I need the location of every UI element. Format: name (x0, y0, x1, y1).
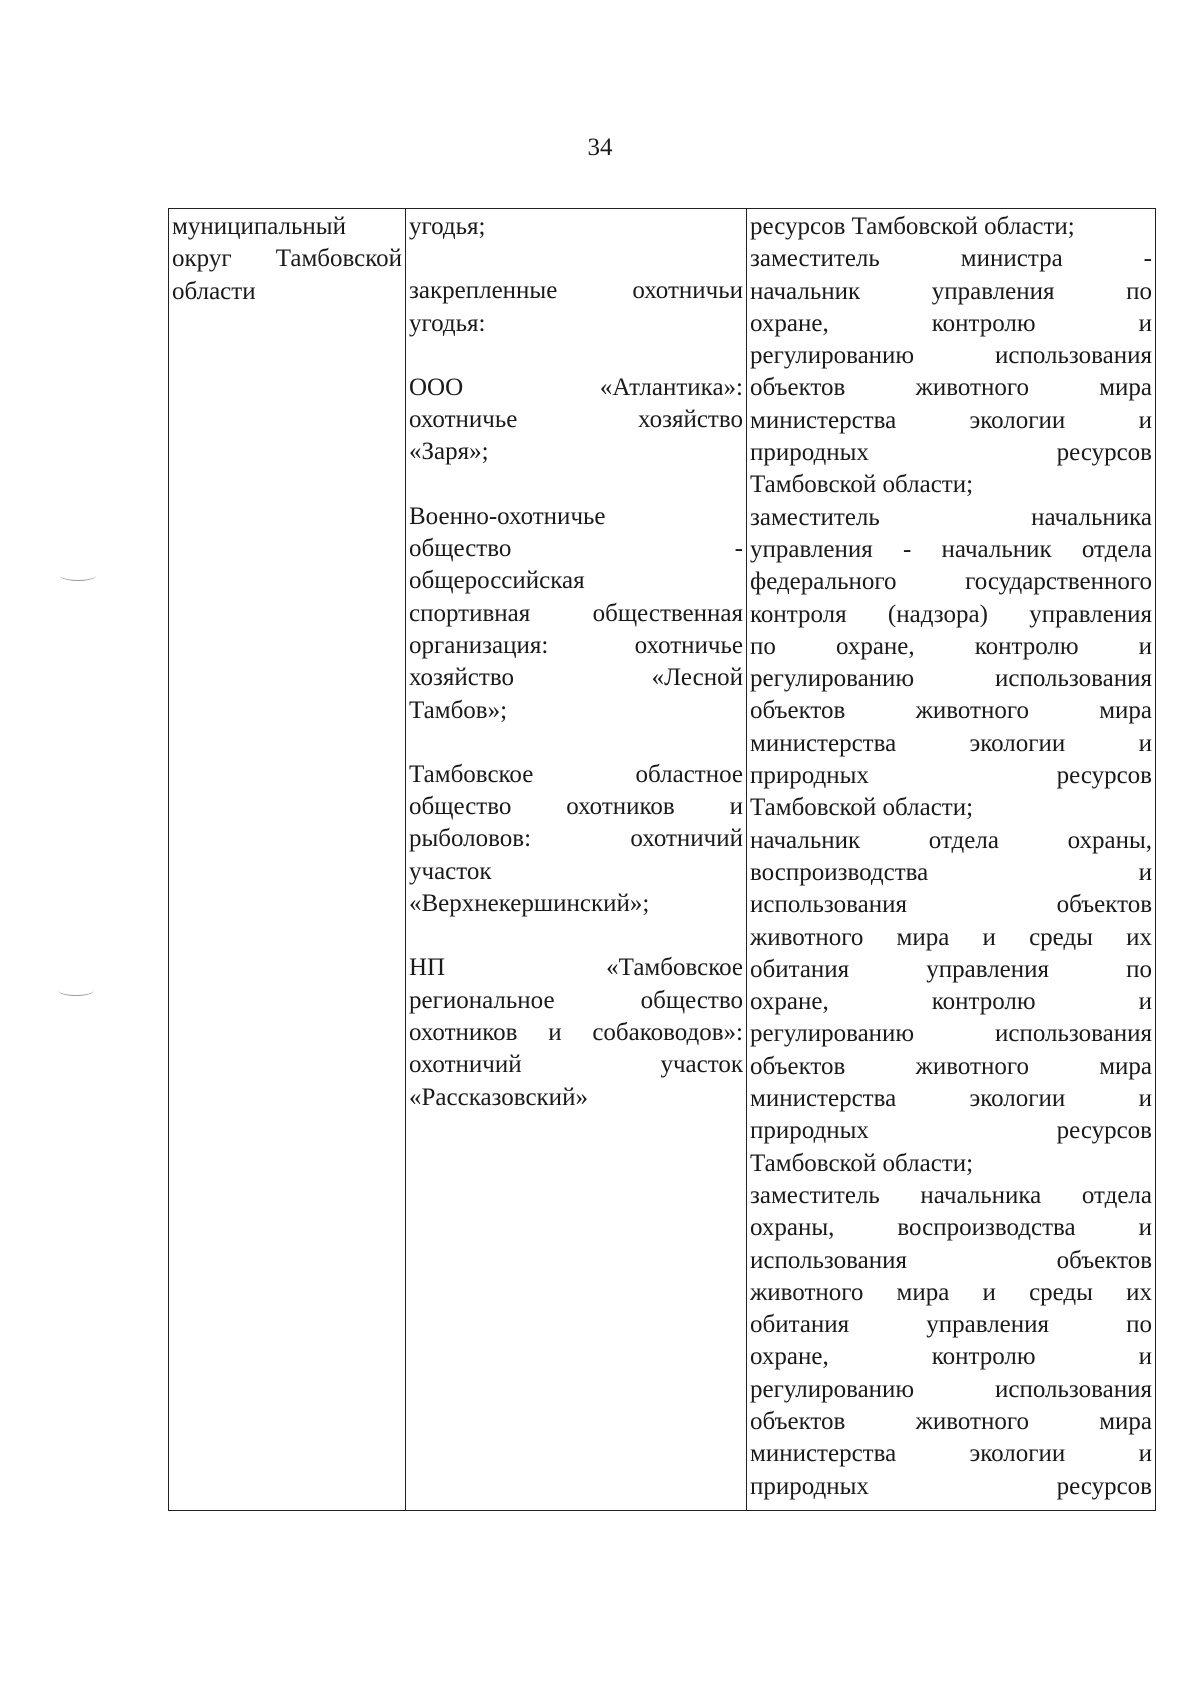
text-line: Тамбовской области; (750, 471, 974, 499)
text-line: использования объектов (750, 1246, 1152, 1274)
text-line: ресурсов Тамбовской области; (750, 213, 1075, 240)
text-line: объектов животного мира (750, 1052, 1152, 1080)
text-line: охране, контролю и (750, 1343, 1152, 1371)
text-line: управления - начальник отдела (750, 535, 1152, 563)
text-line: животного мира и среды их (750, 1278, 1152, 1306)
text-line: природных ресурсов (750, 1472, 1152, 1500)
text-line: регулированию использования (750, 342, 1152, 370)
text-line: угодья; (409, 213, 486, 240)
text-line: регулированию использования (750, 1375, 1152, 1403)
text-line: объектов животного мира (750, 697, 1152, 725)
text-line: регулированию использования (750, 1020, 1152, 1048)
paragraph-gap (409, 340, 743, 372)
text-line: начальник управления по (750, 277, 1152, 305)
text-line: обитания управления по (750, 955, 1152, 983)
text-line: спортивная общественная (409, 599, 743, 627)
page-number: 34 (587, 134, 613, 161)
text-line: министерства экологии и (750, 729, 1152, 757)
text-line: региональное общество (409, 986, 743, 1014)
paragraph-gap (409, 243, 743, 275)
scan-artifact-mark (58, 985, 94, 996)
text-line: контроля (надзора) управления (750, 600, 1152, 628)
text-line: заместитель начальника (750, 503, 1152, 531)
text-line: начальник отдела охраны, (750, 826, 1152, 854)
text-line: хозяйство «Лесной (409, 664, 743, 692)
paragraph-gap (409, 920, 743, 952)
text-line: организация: охотничье (409, 631, 743, 659)
document-table (168, 208, 1156, 1511)
table-cell-hunting-grounds (406, 209, 747, 1511)
text-line: охраны, воспроизводства и (750, 1214, 1152, 1242)
text-line: охране, контролю и (750, 309, 1152, 337)
text-line: общество охотников и (409, 793, 743, 821)
text-line: муниципальный (172, 213, 346, 240)
scan-artifact-mark (60, 570, 96, 581)
text-line: охотников и собаководов»: (409, 1018, 743, 1046)
text-line: воспроизводства и (750, 858, 1152, 886)
text-line: охотничий участок (409, 1051, 743, 1079)
text-line: объектов животного мира (750, 374, 1152, 402)
text-line: «Верхнекершинский»; (409, 890, 650, 918)
text-line: животного мира и среды их (750, 923, 1152, 951)
text-line: округ Тамбовской (172, 245, 402, 273)
text-line: обитания управления по (750, 1311, 1152, 1339)
text-line: природных ресурсов (750, 439, 1152, 467)
text-line: ООО «Атлантика»: (409, 373, 743, 401)
table-cell-officials (747, 209, 1156, 1511)
text-line: закрепленные охотничьи (409, 277, 743, 305)
table-row (169, 209, 1156, 1511)
text-line: по охране, контролю и (750, 632, 1152, 660)
text-line: министерства экологии и (750, 1440, 1152, 1468)
text-line: объектов животного мира (750, 1407, 1152, 1435)
text-line: рыболовов: охотничий (409, 825, 743, 853)
text-line: Тамбовской области; (750, 1149, 974, 1177)
text-line: министерства экологии и (750, 406, 1152, 434)
text-line: охране, контролю и (750, 988, 1152, 1016)
text-line: заместитель министра - (750, 245, 1152, 273)
text-line: природных ресурсов (750, 762, 1152, 790)
text-line: регулированию использования (750, 665, 1152, 693)
text-line: общество - (409, 535, 743, 563)
text-line: Тамбовской области; (750, 794, 974, 822)
paragraph-gap (409, 469, 743, 501)
text-line: министерства экологии и (750, 1085, 1152, 1113)
text-line: Военно-охотничье (409, 502, 606, 530)
text-line: Тамбов»; (409, 696, 508, 724)
text-line: природных ресурсов (750, 1117, 1152, 1145)
text-line: участок (409, 857, 492, 885)
text-line: общероссийская (409, 567, 585, 595)
table-cell-municipality (169, 209, 406, 1511)
text-line: Тамбовское областное (409, 760, 743, 788)
text-line: заместитель начальника отдела (750, 1181, 1152, 1209)
text-line: федерального государственного (750, 568, 1152, 596)
text-line: использования объектов (750, 891, 1152, 919)
text-line: НП «Тамбовское (409, 954, 743, 982)
paragraph-gap (409, 727, 743, 759)
text-line: области (172, 277, 256, 305)
text-line: угодья: (409, 309, 486, 337)
text-line: «Заря»; (409, 438, 489, 466)
text-line: охотничье хозяйство (409, 406, 743, 434)
text-line: «Рассказовский» (409, 1083, 588, 1111)
